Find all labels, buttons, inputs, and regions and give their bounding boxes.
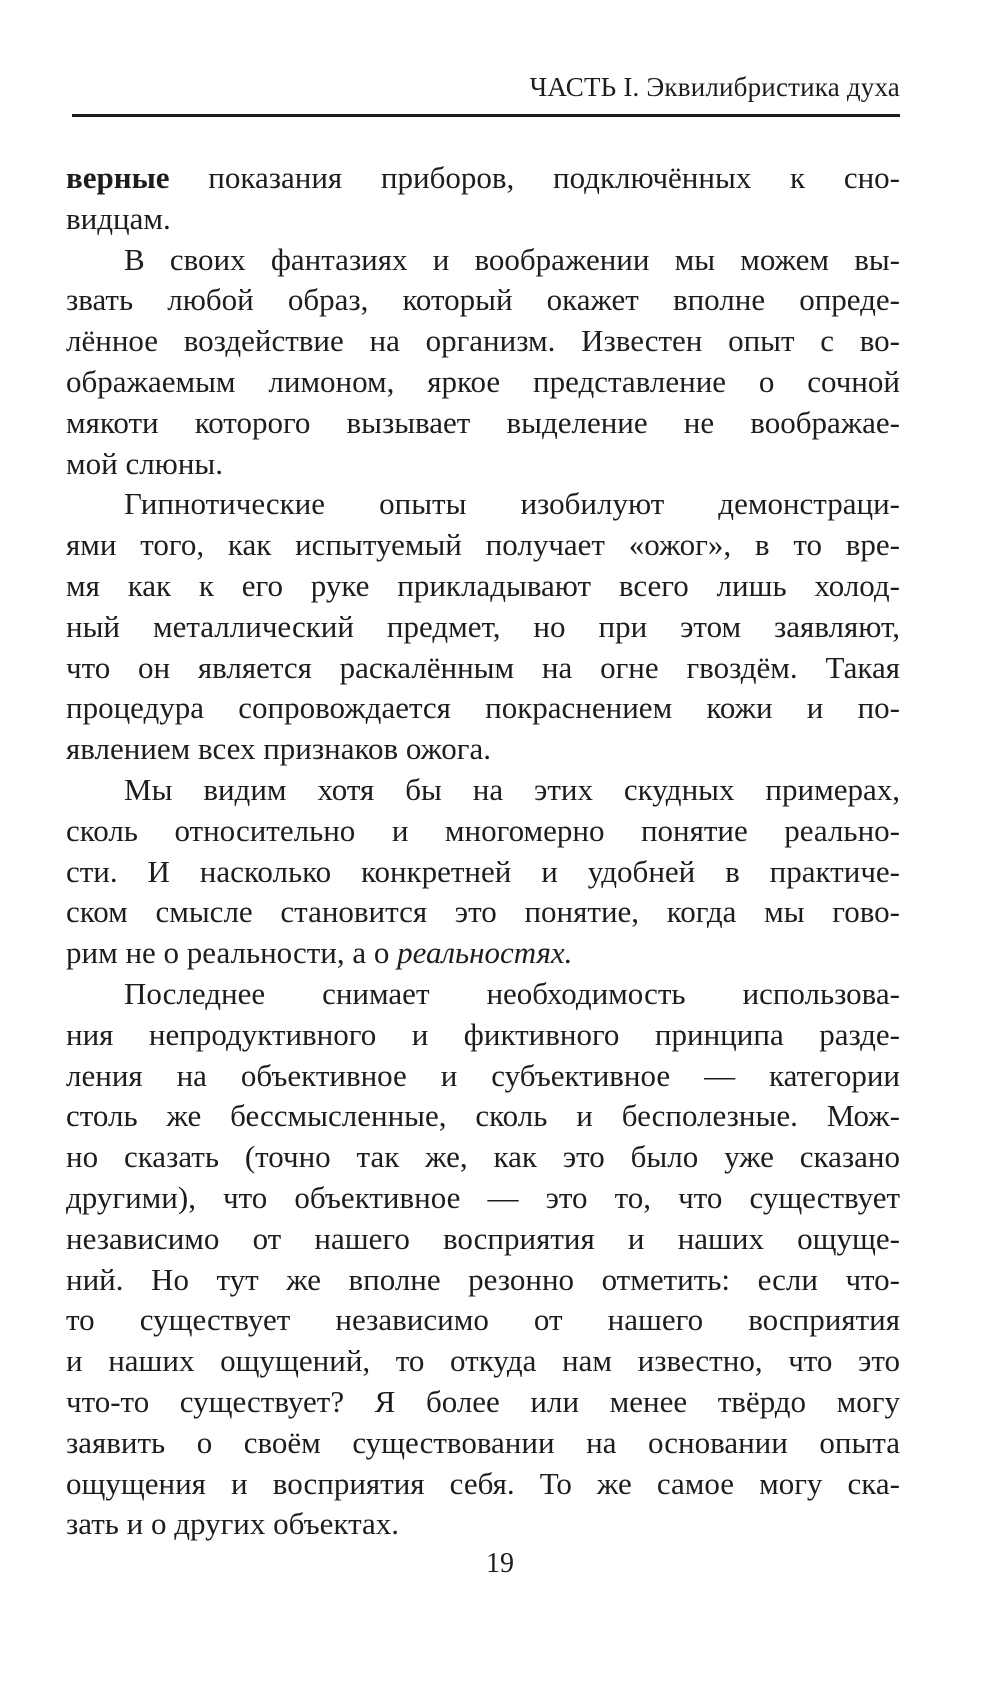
text-line: ления на объективное и субъективное — категории (66, 1057, 900, 1093)
running-head: ЧАСТЬ I. Эквилибристика духа (529, 72, 900, 102)
text-line: и наших ощущений, то откуда нам известно, что это (66, 1343, 900, 1379)
text-line: ния непродуктивного и фиктивного принципа разде- (66, 1016, 900, 1052)
text-line: лённое воздействие на организм. Известен опыт с во- (66, 323, 900, 359)
text-line: сти. И насколько конкретней и удобней в практиче- (66, 853, 900, 889)
paragraph-first-line: Последнее снимает необходимость использова- (124, 975, 900, 1011)
text-line: верные показания приборов, подключённых к сно- (66, 160, 900, 195)
text-line: то существует независимо от нашего восприятия (66, 1302, 900, 1338)
text-line: столь же бессмысленные, сколь и бесполезные. Мож- (66, 1098, 900, 1134)
text-line: видцам. (66, 200, 171, 236)
page-number: 19 (486, 1548, 514, 1579)
text-line: рим не о реальности, а о реальностях. (66, 935, 573, 971)
body-text (66, 158, 900, 1545)
text-line: ском смысле становится это понятие, когда мы гово- (66, 894, 900, 930)
text-line: ями того, как испытуемый получает «ожог», в то вре- (66, 527, 900, 563)
text-line: мя как к его руке прикладывают всего лишь холод- (66, 567, 900, 603)
text-line: процедура сопровождается покраснением кожи и по- (66, 690, 900, 726)
text-line: ний. Но тут же вполне резонно отметить: если что- (66, 1261, 900, 1297)
text-line: сколь относительно и многомерно понятие реально- (66, 812, 900, 848)
text-line: заявить о своём существовании на основании опыта (66, 1424, 900, 1460)
header-rule (72, 114, 900, 117)
paragraph-first-line: В своих фантазиях и воображении мы можем вы- (124, 241, 900, 277)
text-line: что он является раскалённым на огне гвоздём. Такая (66, 649, 900, 685)
text-line: независимо от нашего восприятия и наших ощуще- (66, 1220, 900, 1256)
text-line: мякоти которого вызывает выделение не воображае- (66, 404, 900, 440)
text-line: мой слюны. (66, 445, 224, 481)
paragraph-first-line: Мы видим хотя бы на этих скудных примерах, (124, 771, 900, 807)
text-line: зать и о других объектах. (66, 1506, 400, 1542)
italic-word: реальностях. (397, 935, 573, 971)
text-line: но сказать (точно так же, как это было уже сказано (66, 1139, 900, 1175)
text-line: другими), что объективное — это то, что существует (66, 1179, 900, 1215)
text-line: звать любой образ, который окажет вполне опреде- (66, 282, 900, 318)
text-line: ображаемым лимоном, яркое представление о сочной (66, 363, 900, 399)
paragraph-first-line: Гипнотические опыты изобилуют демонстраци- (124, 486, 900, 522)
text-line: явлением всех признаков ожога. (66, 731, 491, 767)
text-line: ный металлический предмет, но при этом заявляют, (66, 608, 900, 644)
bold-word: верные (66, 160, 170, 195)
text-line: что-то существует? Я более или менее твёрдо могу (66, 1383, 900, 1419)
text-line: ощущения и восприятия себя. То же самое могу ска- (66, 1465, 900, 1501)
